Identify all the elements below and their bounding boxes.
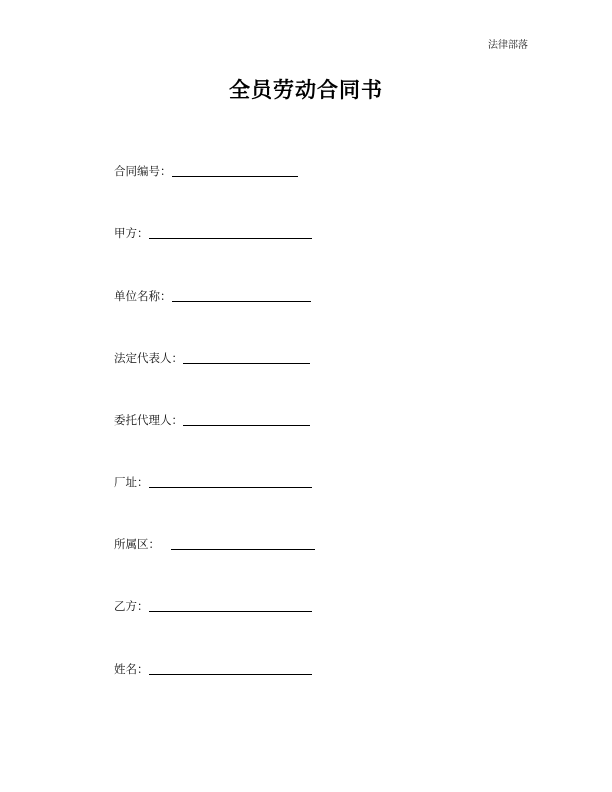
field-name — [114, 656, 312, 676]
name-input-line[interactable] — [149, 661, 312, 675]
field-party-b — [114, 593, 312, 613]
field-label-authorized-agent: 委托代理人： — [114, 413, 183, 427]
district-input-line[interactable] — [171, 536, 315, 550]
party-a-input-line[interactable] — [149, 225, 312, 239]
company-name-input-line[interactable] — [172, 288, 311, 302]
field-authorized-agent — [114, 407, 310, 427]
party-b-input-line[interactable] — [149, 598, 312, 612]
authorized-agent-input-line[interactable] — [183, 412, 310, 426]
field-company-name — [114, 283, 311, 303]
field-party-a — [114, 220, 312, 240]
field-label-contract-number: 合同编号： — [114, 164, 172, 178]
field-label-party-b: 乙方： — [114, 599, 149, 613]
legal-representative-input-line[interactable] — [183, 350, 310, 364]
field-legal-representative — [114, 345, 310, 365]
field-label-party-a: 甲方： — [114, 226, 149, 240]
field-factory-address — [114, 469, 312, 489]
field-label-name: 姓名： — [114, 662, 149, 676]
document-title: 全员劳动合同书 — [229, 77, 383, 102]
header-brand: 法律部落 — [488, 40, 528, 51]
contract-number-input-line[interactable] — [172, 163, 298, 177]
field-label-company-name: 单位名称： — [114, 289, 172, 303]
field-label-district: 所属区： — [114, 537, 160, 551]
field-label-legal-representative: 法定代表人： — [114, 351, 183, 365]
field-district — [114, 531, 315, 551]
field-contract-number — [114, 158, 298, 178]
factory-address-input-line[interactable] — [149, 474, 312, 488]
field-label-factory-address: 厂址： — [114, 475, 149, 489]
